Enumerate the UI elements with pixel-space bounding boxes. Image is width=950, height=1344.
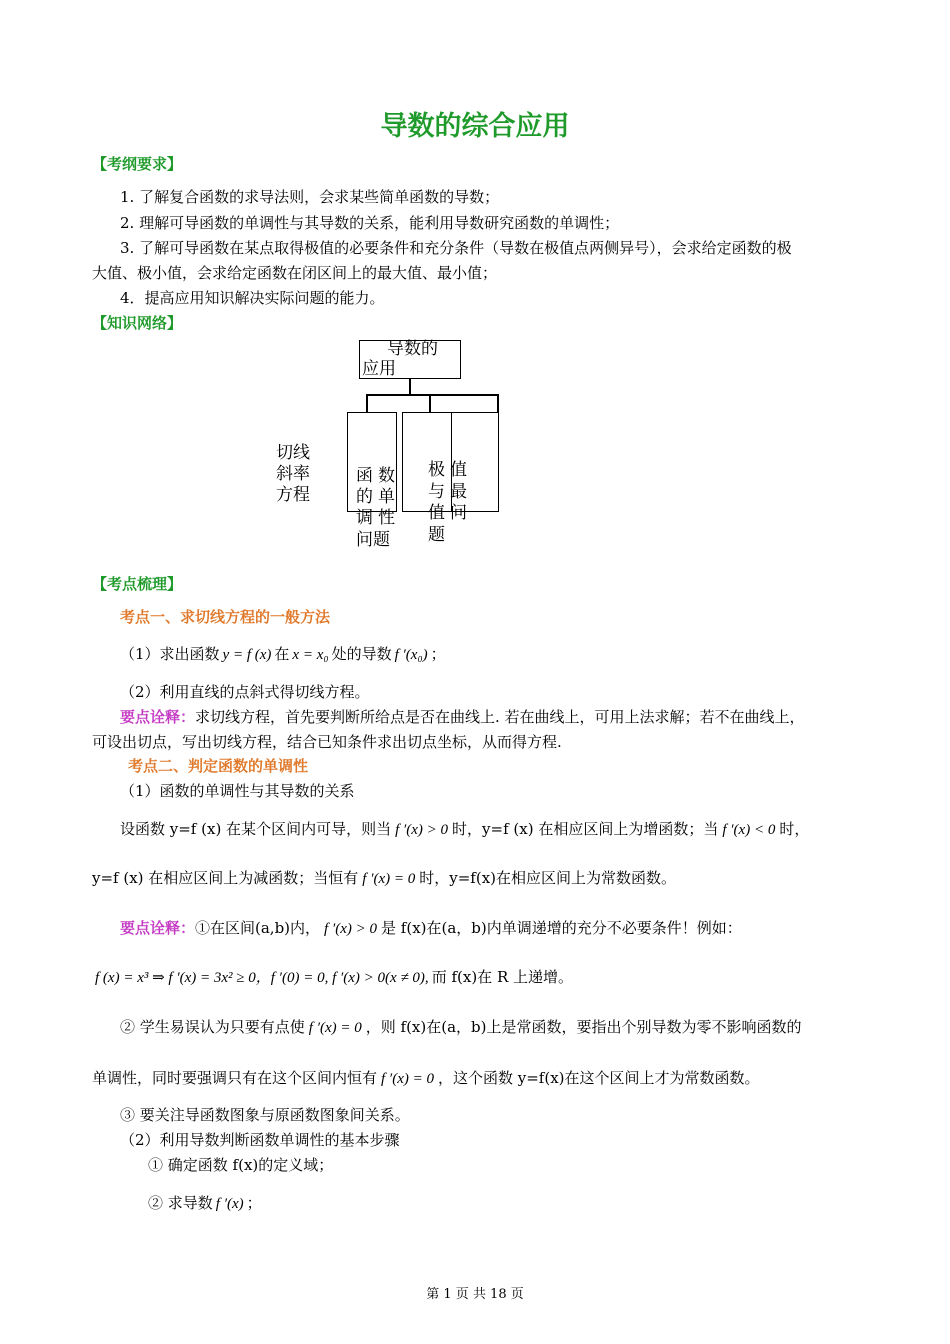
branch-mono-c2-3: 性 xyxy=(378,508,395,528)
connector-trunk xyxy=(409,378,411,394)
requirement-item-1: 1. 了解复合函数的求导法则，会求某些简单函数的导数； xyxy=(120,188,500,206)
step-1: ① 确定函数 f(x)的定义域； xyxy=(148,1156,334,1174)
branch-ext-c1-3: 值 xyxy=(428,503,445,523)
kp1-step1-text-c: 处的导数 xyxy=(331,645,392,663)
branch-label-tangent-line1: 切线 xyxy=(276,443,310,463)
page-title: 导数的综合应用 xyxy=(380,111,570,142)
point-2-formula: f ′(x) = 0 xyxy=(308,1020,362,1036)
branch-mono-c1-2: 的 xyxy=(356,487,373,507)
kp1-step2: （2）利用直线的点斜式得切线方程。 xyxy=(120,683,370,701)
kp2-para1-text-a: 设函数 y=f (x) 在某个区间内可导，则当 xyxy=(120,820,392,838)
point-2-line2-text-a: 单调性，同时要强调只有在这个区间内恒有 xyxy=(92,1069,378,1087)
point-3: ③ 要关注导函数图象与原函数图象间关系。 xyxy=(120,1106,410,1124)
key-point-2-title: 考点二、判定函数的单调性 xyxy=(128,757,309,775)
kp1-step1-formula-2: x = x₀ xyxy=(292,647,329,663)
branch-ext-c2-1: 值 xyxy=(450,460,467,480)
connector-drop-2 xyxy=(429,394,431,412)
page-footer: 第 1 页 共 18 页 xyxy=(426,1287,524,1302)
note-2-label: 要点诠释： xyxy=(120,919,196,937)
step-2 xyxy=(148,1192,262,1213)
kp2-para1-text-c: 时， xyxy=(779,820,810,838)
kp2-subheading-2: （2）利用导数判断函数单调性的基本步骤 xyxy=(120,1131,400,1149)
point-2-line1 xyxy=(120,1016,802,1037)
kp1-step1-text-a: （1）求出函数 xyxy=(120,645,220,663)
note-2-text-a: ①在区间(a,b)内， xyxy=(195,919,321,937)
branch-ext-c1-4: 题 xyxy=(428,525,445,545)
point-2-line2-formula: f ′(x) = 0 xyxy=(381,1071,434,1087)
kp2-para1-line1 xyxy=(120,818,809,839)
kp1-step1-formula-1: y = f (x) xyxy=(222,647,272,663)
requirement-item-3-cont: 大值、极小值，会求给定函数在闭区间上的最大值、最小值； xyxy=(92,264,498,282)
branch-label-tangent-line2: 斜率 xyxy=(276,464,310,484)
kp1-step1-formula-3: f ′(x₀) xyxy=(394,647,428,663)
point-2-line2 xyxy=(92,1067,760,1088)
requirement-item-3: 3. 了解可导函数在某点取得极值的必要条件和充分条件（导数在极值点两侧异号），会求给定函数的极 xyxy=(120,239,792,257)
point-2-text-b: ，则 f(x)在(a，b)上是常函数，要指出个别导数为零不影响函数的 xyxy=(365,1018,802,1036)
kp2-para2-formula: f ′(x) = 0 xyxy=(362,871,416,887)
kp1-step1-text-d: ； xyxy=(430,645,446,663)
example-line xyxy=(95,966,573,987)
note-1-line1 xyxy=(120,706,805,727)
note-1-line2: 可设出切点，写出切线方程，结合已知条件求出切点坐标，从而得方程. xyxy=(92,733,562,751)
branch-mono-c1-1: 函 xyxy=(356,466,373,486)
root-node-line1: 导数的 xyxy=(387,339,438,359)
branch-mono-c2-1: 数 xyxy=(378,466,395,486)
section-heading-requirements: 【考纲要求】 xyxy=(92,155,183,173)
note-2-formula: f ′(x) > 0 xyxy=(324,921,378,937)
requirement-item-4: 4．提高应用知识解决实际问题的能力。 xyxy=(120,289,385,307)
root-node-line2: 应用 xyxy=(362,359,396,379)
kp1-step1 xyxy=(120,643,446,664)
branch-ext-c1-2: 与 xyxy=(428,482,445,502)
kp2-para1-formula-2: f ′(x) < 0 xyxy=(722,822,776,838)
point-2-text-a: ② 学生易误认为只要有点使 xyxy=(120,1018,305,1036)
note-2-line1 xyxy=(120,917,742,938)
step-2-formula: f ′(x) xyxy=(215,1196,244,1212)
note-1-label: 要点诠释： xyxy=(120,708,196,726)
branch-ext-c2-2: 最 xyxy=(450,482,467,502)
connector-drop-3 xyxy=(497,394,499,412)
kp2-para1-formula-1: f ′(x) > 0 xyxy=(395,822,449,838)
branch-mono-c1-4: 问题 xyxy=(356,530,390,550)
branch-ext-c2-3: 问 xyxy=(450,503,467,523)
branch-mono-c1-3: 调 xyxy=(356,508,373,528)
example-tail: 而 f(x)在 R 上递增。 xyxy=(431,968,574,986)
section-heading-knowledge-network: 【知识网络】 xyxy=(92,314,183,332)
branch-mono-c2-2: 单 xyxy=(378,487,395,507)
step-2-text-b: ； xyxy=(246,1194,262,1212)
note-2-text-b: 是 f(x)在(a，b)内单调递增的充分不必要条件！例如： xyxy=(381,919,742,937)
kp2-para1-text-b: 时，y=f (x) 在相应区间上为增函数；当 xyxy=(452,820,719,838)
kp1-step1-text-b: 在 xyxy=(274,645,290,663)
note-1-text: 求切线方程，首先要判断所给点是否在曲线上. 若在曲线上，可用上法求解；若不在曲线上， xyxy=(195,708,805,726)
kp2-subheading-1: （1）函数的单调性与其导数的关系 xyxy=(120,782,355,800)
kp2-para2-text-b: 时，y=f(x)在相应区间上为常数函数。 xyxy=(419,869,677,887)
requirement-item-2: 2. 理解可导函数的单调性与其导数的关系，能利用导数研究函数的单调性； xyxy=(120,214,620,232)
kp2-para1-line2 xyxy=(92,867,676,888)
step-2-text-a: ② 求导数 xyxy=(148,1194,213,1212)
branch-label-tangent-line3: 方程 xyxy=(276,485,310,505)
point-2-line2-text-b: ，这个函数 y=f(x)在这个区间上才为常数函数。 xyxy=(437,1069,760,1087)
kp2-para2-text-a: y=f (x) 在相应区间上为减函数；当恒有 xyxy=(92,869,359,887)
key-point-1-title: 考点一、求切线方程的一般方法 xyxy=(120,608,331,626)
example-formula: f (x) = x³ ⇒ f ′(x) = 3x² ≥ 0，f ′(0) = 0, f ′(x) > 0(x ≠ 0), xyxy=(95,970,429,986)
connector-bar xyxy=(366,394,499,396)
connector-drop-1 xyxy=(366,394,368,412)
branch-ext-c1-1: 极 xyxy=(428,460,445,480)
section-heading-key-points: 【考点梳理】 xyxy=(92,575,183,593)
